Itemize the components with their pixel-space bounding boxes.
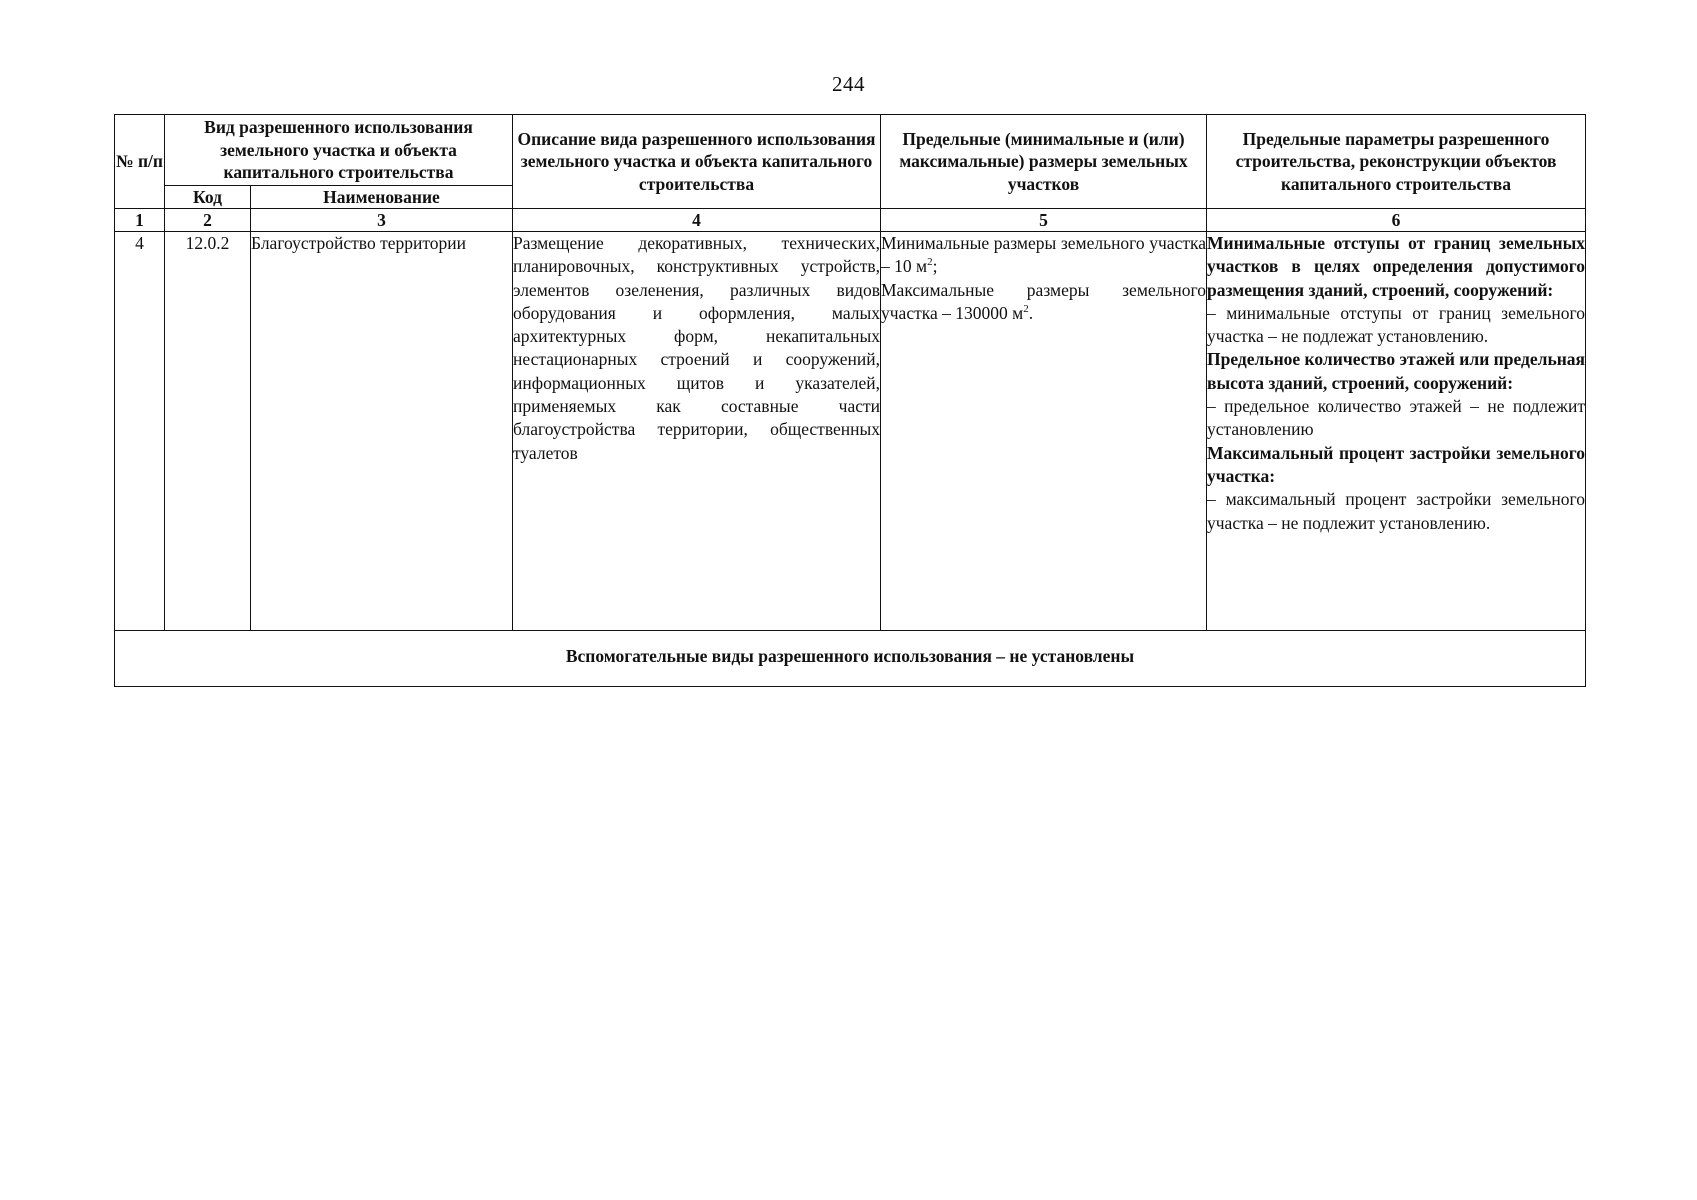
header-num: № п/п	[115, 115, 165, 209]
params-heading-coverage: Максимальный процент застройки земельного участка:	[1207, 442, 1585, 486]
min-size-unit-exponent: 2	[927, 256, 933, 269]
min-size-text	[881, 232, 1206, 279]
use-name: Благоустройство территории	[251, 232, 513, 631]
header-sizes: Предельные (минимальные и (или) максимальные) размеры земельных участков	[881, 115, 1207, 209]
params-heading-setbacks: Минимальные отступы от границ земельных участков в целях определения допустимого размещения зданий, строений, сооружений:	[1207, 233, 1585, 300]
header-description: Описание вида разрешенного использования земельного участка и объекта капитального строительства	[513, 115, 881, 209]
column-number: 4	[513, 209, 881, 232]
page-number: 244	[832, 72, 865, 96]
max-size-value: Максимальные размеры земельного участка – 130000 м	[881, 279, 1206, 323]
header-row	[115, 115, 1586, 186]
params-heading-floors: Предельное количество этажей или предельная высота зданий, строений, сооружений:	[1207, 349, 1586, 393]
header-params: Предельные параметры разрешенного строительства, реконструкции объектов капитального строительства	[1207, 115, 1586, 209]
column-number: 6	[1207, 209, 1586, 232]
params-item-setbacks: – минимальные отступы от границ земельного участка – не подлежат установлению.	[1207, 302, 1585, 347]
use-description: Размещение декоративных, технических, планировочных, конструктивных устройств, элементов озеленения, различных видов оборудования и оформления, малых архитектурных форм, некапитальных нестационарных строений и сооружений, информационных щитов и указателей, применяемых как составные части благоустройства территории, общественных туалетов	[513, 232, 881, 631]
min-size-value: Минимальные размеры земельного участка – 10 м	[881, 233, 1206, 277]
column-number: 2	[165, 209, 251, 232]
header-use-type: Вид разрешенного использования земельного участка и объекта капитального строительства	[165, 115, 513, 186]
plot-sizes	[881, 232, 1207, 631]
row-number: 4	[115, 232, 165, 631]
column-number: 5	[881, 209, 1207, 232]
header-code: Код	[165, 186, 251, 209]
max-size-unit-exponent: 2	[1023, 303, 1029, 316]
table-row	[115, 232, 1586, 631]
params-item-coverage: – максимальный процент застройки земельного участка – не подлежит установлению.	[1207, 489, 1585, 533]
column-number: 1	[115, 209, 165, 232]
construction-params	[1207, 232, 1586, 631]
max-size-punct: .	[1028, 302, 1034, 323]
max-size-text	[881, 279, 1206, 326]
use-code: 12.0.2	[165, 232, 251, 631]
min-size-punct: ;	[932, 256, 938, 277]
auxiliary-uses-note: Вспомогательные виды разрешенного использования – не установлены	[115, 631, 1586, 687]
column-number-row	[115, 209, 1586, 232]
footer-row	[115, 631, 1586, 687]
column-number: 3	[251, 209, 513, 232]
header-name: Наименование	[251, 186, 513, 209]
permitted-use-table	[114, 114, 1586, 687]
params-item-floors: – предельное количество этажей – не подлежит установлению	[1207, 396, 1585, 440]
